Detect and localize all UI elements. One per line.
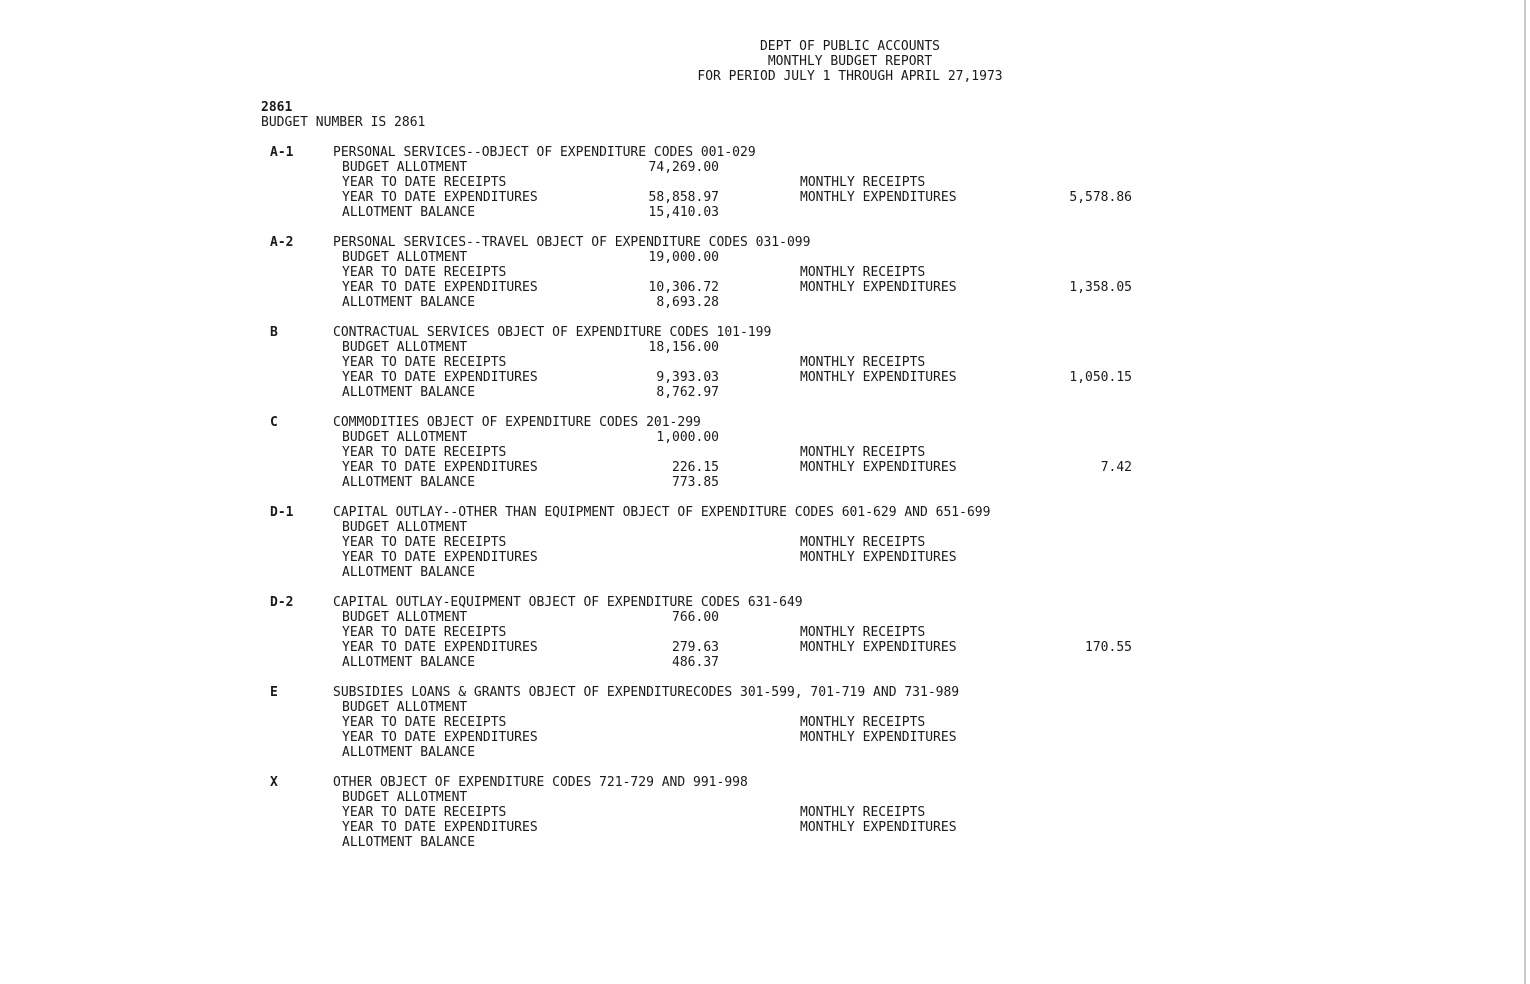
monthly-receipts-label: MONTHLY RECEIPTS [800, 265, 926, 280]
budget-allotment-label: BUDGET ALLOTMENT [342, 160, 468, 175]
monthly-expenditures-label: MONTHLY EXPENDITURES [800, 280, 957, 295]
budget-allotment-value: 19,000.00 [648, 250, 719, 265]
section-code: D-1 [270, 505, 294, 520]
allotment-balance-label: ALLOTMENT BALANCE [342, 475, 476, 490]
allotment-balance-value: 486.37 [672, 655, 719, 670]
monthly-receipts-label: MONTHLY RECEIPTS [800, 715, 926, 730]
ytd-expenditures-label: YEAR TO DATE EXPENDITURES [342, 460, 538, 475]
section-code: A-1 [270, 145, 294, 160]
budget-section-a1 [0, 145, 1530, 235]
monthly-receipts-label: MONTHLY RECEIPTS [800, 355, 926, 370]
ytd-expenditures-label: YEAR TO DATE EXPENDITURES [342, 820, 538, 835]
allotment-balance-label: ALLOTMENT BALANCE [342, 835, 476, 850]
budget-section-b [0, 325, 1530, 415]
monthly-expenditures-label: MONTHLY EXPENDITURES [800, 640, 957, 655]
monthly-receipts-label: MONTHLY RECEIPTS [800, 445, 926, 460]
monthly-expenditures-label: MONTHLY EXPENDITURES [800, 190, 957, 205]
section-title: CONTRACTUAL SERVICES OBJECT OF EXPENDITURE CODES 101-199 [333, 325, 772, 340]
ytd-expenditures-value: 58,858.97 [648, 190, 719, 205]
allotment-balance-value: 15,410.03 [648, 205, 719, 220]
budget-allotment-label: BUDGET ALLOTMENT [342, 610, 468, 625]
allotment-balance-value: 8,762.97 [656, 385, 719, 400]
budget-allotment-value: 18,156.00 [648, 340, 719, 355]
department-title: DEPT OF PUBLIC ACCOUNTS [759, 39, 940, 54]
monthly-expenditures-label: MONTHLY EXPENDITURES [800, 460, 957, 475]
monthly-expenditures-value: 7.42 [1100, 460, 1132, 475]
section-code: E [270, 685, 278, 700]
budget-section-e [0, 685, 1530, 775]
monthly-expenditures-label: MONTHLY EXPENDITURES [800, 550, 957, 565]
monthly-receipts-label: MONTHLY RECEIPTS [800, 535, 926, 550]
section-code: D-2 [270, 595, 294, 610]
report-period: FOR PERIOD JULY 1 THROUGH APRIL 27,1973 [697, 69, 1003, 84]
ytd-expenditures-label: YEAR TO DATE EXPENDITURES [342, 370, 538, 385]
ytd-expenditures-value: 226.15 [672, 460, 719, 475]
section-title: CAPITAL OUTLAY--OTHER THAN EQUIPMENT OBJECT OF EXPENDITURE CODES 601-629 AND 651-699 [333, 505, 991, 520]
section-code: X [270, 775, 278, 790]
ytd-expenditures-label: YEAR TO DATE EXPENDITURES [342, 730, 538, 745]
allotment-balance-label: ALLOTMENT BALANCE [342, 745, 476, 760]
monthly-expenditures-value: 1,358.05 [1069, 280, 1132, 295]
allotment-balance-label: ALLOTMENT BALANCE [342, 205, 476, 220]
ytd-receipts-label: YEAR TO DATE RECEIPTS [342, 175, 507, 190]
budget-section-a2 [0, 235, 1530, 325]
report-title: MONTHLY BUDGET REPORT [767, 54, 933, 69]
ytd-expenditures-label: YEAR TO DATE EXPENDITURES [342, 280, 538, 295]
monthly-expenditures-value: 170.55 [1085, 640, 1132, 655]
allotment-balance-label: ALLOTMENT BALANCE [342, 385, 476, 400]
section-code: C [270, 415, 278, 430]
ytd-expenditures-label: YEAR TO DATE EXPENDITURES [342, 190, 538, 205]
ytd-expenditures-label: YEAR TO DATE EXPENDITURES [342, 640, 538, 655]
budget-section-d2 [0, 595, 1530, 685]
budget-allotment-value: 1,000.00 [656, 430, 719, 445]
budget-caption: BUDGET NUMBER IS 2861 [261, 115, 426, 130]
budget-allotment-value: 766.00 [672, 610, 719, 625]
ytd-receipts-label: YEAR TO DATE RECEIPTS [342, 265, 507, 280]
budget-allotment-label: BUDGET ALLOTMENT [342, 430, 468, 445]
monthly-expenditures-value: 5,578.86 [1069, 190, 1132, 205]
ytd-receipts-label: YEAR TO DATE RECEIPTS [342, 625, 507, 640]
budget-allotment-label: BUDGET ALLOTMENT [342, 520, 468, 535]
allotment-balance-value: 8,693.28 [656, 295, 719, 310]
monthly-receipts-label: MONTHLY RECEIPTS [800, 175, 926, 190]
budget-allotment-value: 74,269.00 [648, 160, 719, 175]
ytd-receipts-label: YEAR TO DATE RECEIPTS [342, 355, 507, 370]
report-header [600, 39, 1100, 84]
budget-allotment-label: BUDGET ALLOTMENT [342, 700, 468, 715]
section-title: OTHER OBJECT OF EXPENDITURE CODES 721-729 AND 991-998 [333, 775, 748, 790]
budget-allotment-label: BUDGET ALLOTMENT [342, 250, 468, 265]
budget-section-d1 [0, 505, 1530, 595]
section-title: PERSONAL SERVICES--TRAVEL OBJECT OF EXPENDITURE CODES 031-099 [333, 235, 811, 250]
monthly-receipts-label: MONTHLY RECEIPTS [800, 805, 926, 820]
monthly-expenditures-value: 1,050.15 [1069, 370, 1132, 385]
budget-allotment-label: BUDGET ALLOTMENT [342, 790, 468, 805]
monthly-expenditures-label: MONTHLY EXPENDITURES [800, 370, 957, 385]
section-title: PERSONAL SERVICES--OBJECT OF EXPENDITURE CODES 001-029 [333, 145, 756, 160]
allotment-balance-label: ALLOTMENT BALANCE [342, 565, 476, 580]
section-title: SUBSIDIES LOANS & GRANTS OBJECT OF EXPENDITURECODES 301-599, 701-719 AND 731-989 [333, 685, 960, 700]
allotment-balance-label: ALLOTMENT BALANCE [342, 655, 476, 670]
ytd-expenditures-value: 10,306.72 [648, 280, 719, 295]
budget-section-x [0, 775, 1530, 865]
ytd-expenditures-value: 279.63 [672, 640, 719, 655]
section-title: CAPITAL OUTLAY-EQUIPMENT OBJECT OF EXPENDITURE CODES 631-649 [333, 595, 803, 610]
monthly-receipts-label: MONTHLY RECEIPTS [800, 625, 926, 640]
ytd-expenditures-label: YEAR TO DATE EXPENDITURES [342, 550, 538, 565]
ytd-receipts-label: YEAR TO DATE RECEIPTS [342, 805, 507, 820]
section-code: B [270, 325, 278, 340]
monthly-expenditures-label: MONTHLY EXPENDITURES [800, 820, 957, 835]
monthly-expenditures-label: MONTHLY EXPENDITURES [800, 730, 957, 745]
ytd-receipts-label: YEAR TO DATE RECEIPTS [342, 445, 507, 460]
allotment-balance-label: ALLOTMENT BALANCE [342, 295, 476, 310]
budget-allotment-label: BUDGET ALLOTMENT [342, 340, 468, 355]
ytd-expenditures-value: 9,393.03 [656, 370, 719, 385]
section-title: COMMODITIES OBJECT OF EXPENDITURE CODES 201-299 [333, 415, 701, 430]
budget-number: 2861 [261, 100, 293, 115]
budget-section-c [0, 415, 1530, 505]
ytd-receipts-label: YEAR TO DATE RECEIPTS [342, 715, 507, 730]
paper-edge [1524, 0, 1526, 984]
ytd-receipts-label: YEAR TO DATE RECEIPTS [342, 535, 507, 550]
section-code: A-2 [270, 235, 294, 250]
allotment-balance-value: 773.85 [672, 475, 719, 490]
